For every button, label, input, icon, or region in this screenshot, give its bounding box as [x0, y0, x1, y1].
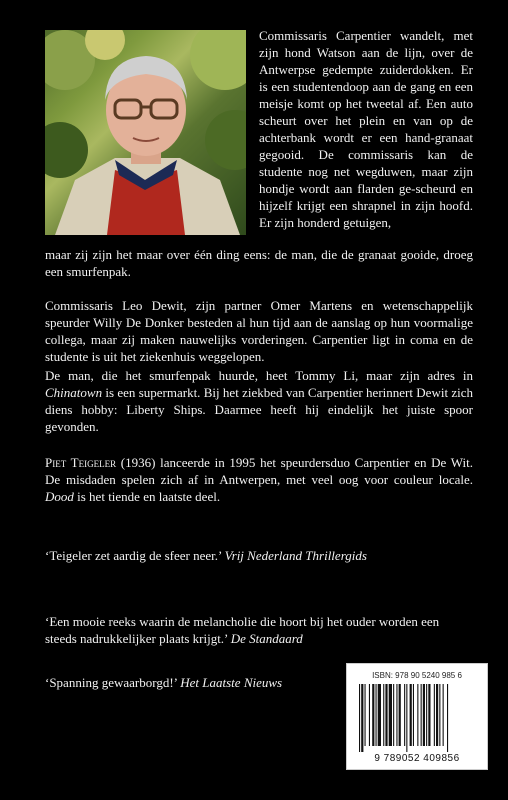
quote-source: Het Laatste Nieuws	[180, 675, 283, 690]
barcode-bar	[406, 684, 407, 752]
blurb-p1-cont: maar zij zijn het maar over één ding eens: de man, die de granaat gooide, droeg een smurfenpak.	[45, 247, 473, 279]
barcode-bar	[359, 684, 360, 752]
blurb-p2-text: Commissaris Leo Dewit, zijn partner Omer Martens en wetenschappelijk speurder Willy De Donker besteden al hun tijd aan de aanslag op hun voormalige collega, maar zij maken nauwelijks vorderingen. Carpentier ligt in coma en de studente is uit het ziekenhuis weggelopen.	[45, 298, 473, 364]
review-quote-1	[45, 547, 473, 564]
barcode-bar	[369, 684, 370, 746]
quote-text: ‘Teigeler zet aardig de sfeer neer.’	[45, 548, 222, 563]
barcode-bar	[376, 684, 377, 746]
barcode-bar	[436, 684, 438, 746]
barcode-bar	[372, 684, 374, 746]
barcode-bar	[393, 684, 394, 746]
isbn-label: ISBN: 978 90 5240 985 6	[372, 671, 462, 680]
quote-text: ‘Spanning gewaarborgd!’	[45, 675, 178, 690]
barcode-bars	[357, 684, 477, 752]
barcode-bar	[361, 684, 363, 752]
author-bio-post: is het tiende en laatste deel.	[77, 489, 221, 504]
quote-source: De Standaard	[230, 631, 303, 646]
isbn-barcode	[346, 663, 488, 770]
blurb-p1-text: Commissaris Carpentier wandelt, met zijn hond Watson aan de lijn, over de Antwerpse gedempte zuiderdokken. Er is een studentendoop aan de gang en een meisje komt op het tweetal af. Een auto scheurt over het plein en van op de achterbank wordt er een hand-granaat gegooid. De commissaris kan de studente nog net wegduwen, maar zijn hondje wordt aan flarden ge-scheurd en hijzelf krijgt een shrapnel in zijn hoofd. Er zijn honderd getuigen,	[259, 28, 473, 230]
review-quote-2	[45, 613, 473, 647]
barcode-bar	[389, 684, 392, 746]
blurb-p3-italic: Chinatown	[45, 385, 103, 400]
blurb-paragraph-3	[45, 367, 473, 435]
barcode-bar	[399, 684, 401, 746]
barcode-bar	[396, 684, 397, 746]
blurb-paragraph-1	[259, 27, 473, 231]
barcode-bar	[383, 684, 384, 746]
quote-source: Vrij Nederland Thrillergids	[224, 548, 367, 563]
barcode-bar	[413, 684, 414, 746]
quote-text: ‘Een mooie reeks waarin de melancholie die hoort bij het ouder worden een steeds nadrukkelijker plaats krijgt.’	[45, 614, 440, 646]
author-name: Piet Teigeler	[45, 455, 117, 470]
barcode-bar	[428, 684, 430, 746]
barcode-bar	[421, 684, 422, 746]
barcode-bar	[426, 684, 427, 746]
barcode-bar	[365, 684, 366, 746]
barcode-bar	[378, 684, 381, 746]
blurb-p3-pre: De man, die het smurfenpak huurde, heet Tommy Li, maar zijn adres in	[45, 368, 473, 383]
blurb-paragraph-1-continued	[45, 246, 473, 280]
barcode-bar	[385, 684, 387, 746]
barcode-bar	[447, 684, 448, 752]
author-bio-pre: (1936) lanceerde in 1995 het speurdersduo Carpentier en De Wit. De misdaden spelen zich af in Antwerpen, met veel oog voor couleur locale.	[45, 455, 473, 487]
barcode-bar	[434, 684, 435, 746]
author-bio	[45, 454, 473, 505]
barcode-bar	[423, 684, 425, 746]
barcode-bar	[443, 684, 444, 746]
blurb-p3-post: is een supermarkt. Bij het ziekbed van Carpentier herinnert Dewit zich diens hobby: Liberty Ships. Daarmee heeft hij eindelijk het juiste spoor gevonden.	[45, 385, 474, 434]
isbn-digits: 9 789052 409856	[374, 753, 460, 764]
barcode-bar	[404, 684, 405, 746]
author-photo	[45, 30, 246, 235]
barcode-bar	[410, 684, 412, 746]
barcode-bar	[417, 684, 418, 746]
book-title: Dood	[45, 489, 74, 504]
blurb-paragraph-2	[45, 297, 473, 365]
barcode-bar	[439, 684, 440, 746]
